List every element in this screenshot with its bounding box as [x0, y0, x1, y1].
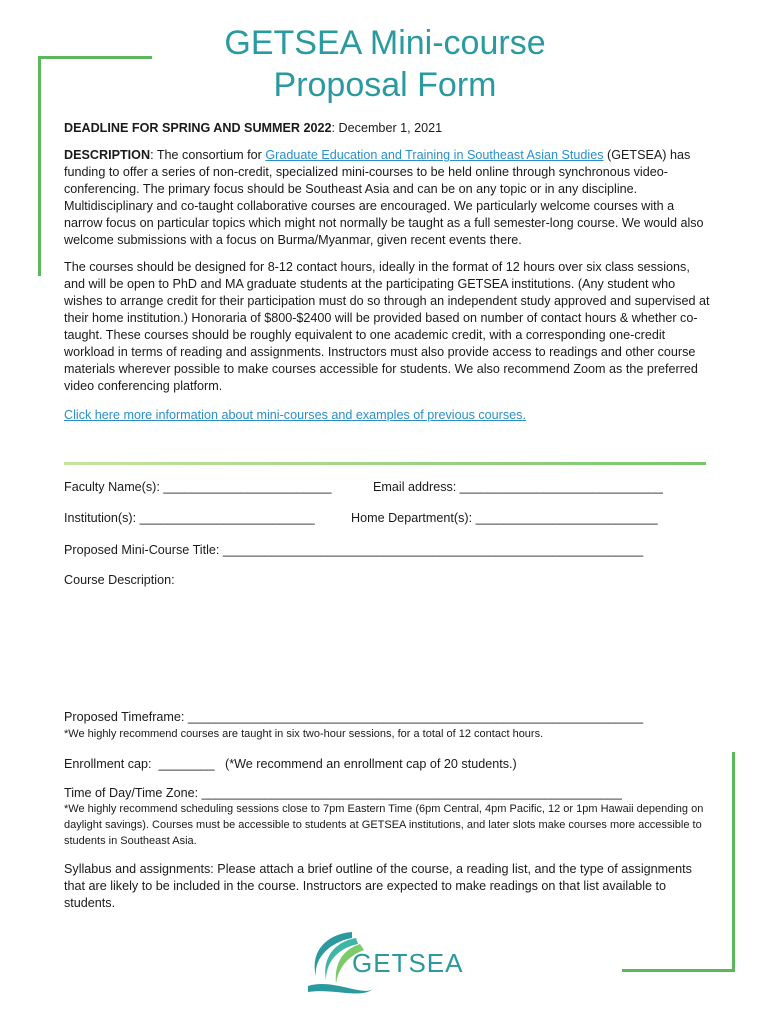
timeframe-field[interactable]: Proposed Timeframe: _________________________________________________________________: [64, 710, 644, 724]
deadline-value: December 1, 2021: [335, 121, 443, 135]
deadline-label: DEADLINE FOR SPRING AND SUMMER 2022: [64, 121, 332, 135]
page-title: [0, 22, 770, 106]
faculty-name-field[interactable]: Faculty Name(s): ________________________: [64, 480, 332, 494]
more-info-link[interactable]: Click here more information about mini-courses and examples of previous courses.: [64, 408, 526, 422]
getsea-logo: [304, 928, 464, 996]
logo-text: GETSEA: [352, 948, 464, 978]
institution-field[interactable]: Institution(s): _________________________: [64, 511, 315, 525]
syllabus-instructions: Syllabus and assignments: Please attach a brief outline of the course, a reading list, and the type of assignments that are likely to be included in the course. Instructors are expected to make readings on that list available to students.: [64, 862, 692, 910]
title-line-2: Proposal Form: [273, 66, 497, 104]
course-title-field[interactable]: Proposed Mini-Course Title: ____________________________________________________________: [64, 543, 644, 557]
description-body: (GETSEA) has funding to offer a series of non-credit, specialized mini-courses to be held online through synchronous video-conferencing. The primary focus should be Southeast Asia and can be on any topic or in any discipline. Multidisciplinary and co-taught collaborative courses are encouraged. We particularly welcome courses with a narrow focus on particular topics which might not normally be taught as a full semester-long course. We would also welcome submissions with a focus on Burma/Myanmar, given recent events there.: [64, 148, 704, 247]
timeframe-note: *We highly recommend courses are taught in six two-hour sessions, for a total of 12 contact hours.: [64, 728, 544, 740]
time-of-day-field[interactable]: Time of Day/Time Zone: ____________________________________________________________: [64, 786, 622, 800]
time-zone-note: *We highly recommend scheduling sessions close to 7pm Eastern Time (6pm Central, 4pm Pacific, 12 or 1pm Hawaii depending on daylight savings). Courses must be accessible to students at GETSEA institutions, and later slots make courses more accessible to students in Southeast Asia.: [64, 803, 704, 847]
deadline-separator: :: [331, 121, 336, 135]
enrollment-cap-field[interactable]: Enrollment cap: ________ (*We recommend an enrollment cap of 20 students.): [64, 757, 517, 771]
section-divider: [64, 462, 706, 465]
description-label: DESCRIPTION: [64, 148, 151, 162]
course-description-label: Course Description:: [64, 573, 175, 587]
courses-paragraph: The courses should be designed for 8-12 contact hours, ideally in the format of 12 hours over six class sessions, and will be open to PhD and MA graduate students at the participating GETSEA institutions. (Any student who wishes to arrange credit for their participation must do so through an independent study approved and supervised at their home institution.) Honoraria of $800-$2400 will be provided based on number of contact hours & whether co-taught. These courses should be roughly equivalent to one academic credit, with a corresponding one-credit workload in terms of reading and assignments. Instructors must also provide access to readings and other course materials wherever possible to make courses accessible for students. We also recommend Zoom as the preferred video conferencing platform.: [64, 260, 710, 393]
description: [64, 147, 714, 249]
getsea-link[interactable]: Graduate Education and Training in Southeast Asian Studies: [265, 148, 604, 162]
email-field[interactable]: Email address: _____________________________: [373, 480, 663, 494]
corner-bracket-bottom-vertical: [732, 752, 735, 972]
description-intro: : The consortium for: [150, 148, 266, 162]
form-intro: [64, 120, 714, 424]
deadline: [64, 120, 714, 137]
corner-bracket-bottom-horizontal: [622, 969, 735, 972]
title-line-1: GETSEA Mini-course: [224, 24, 546, 62]
department-field[interactable]: Home Department(s): __________________________: [351, 511, 658, 525]
more-info-link-wrapper: [64, 407, 714, 424]
